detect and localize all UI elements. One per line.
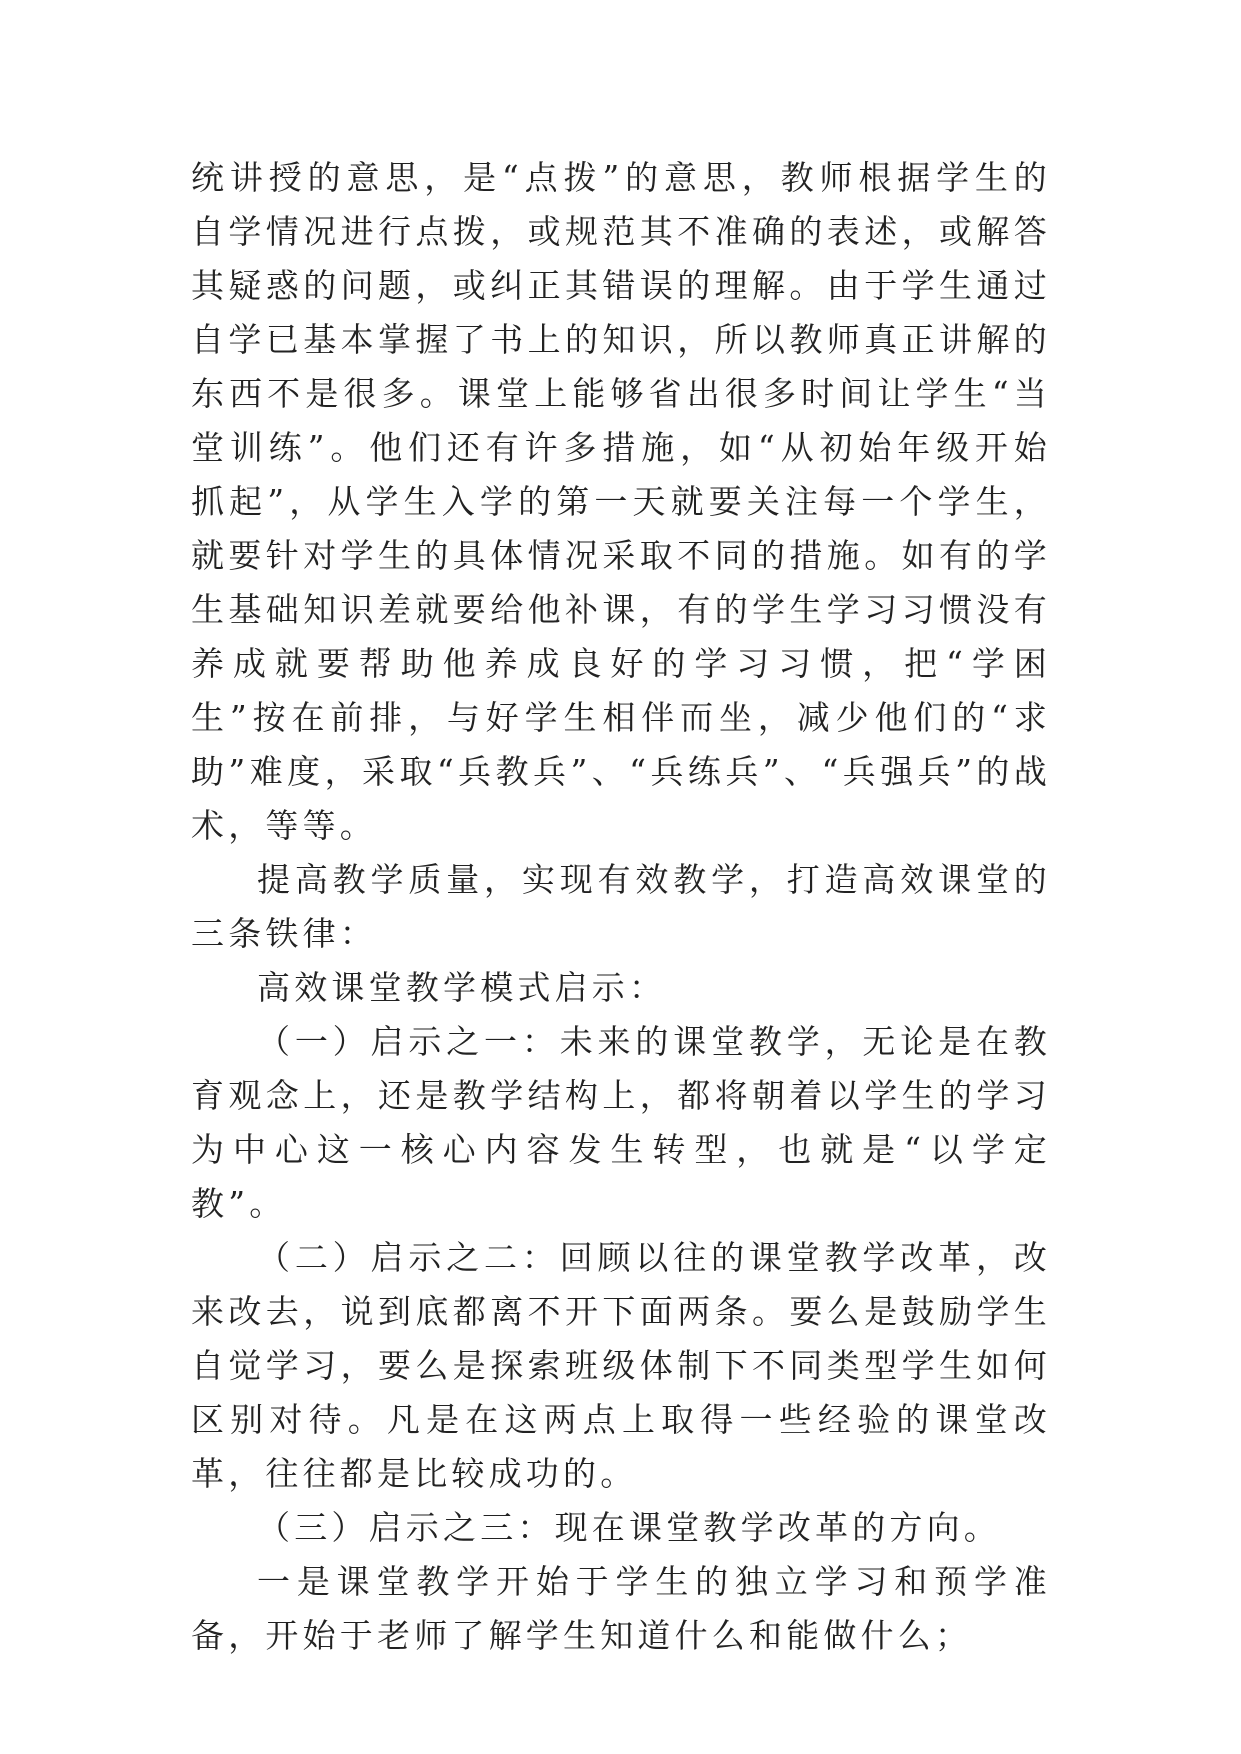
paragraph-three-rules: 提高教学质量，实现有效教学，打造高效课堂的三条铁律： xyxy=(191,860,1051,953)
document-page xyxy=(191,151,1051,1663)
paragraph-insight-three: （三）启示之三：现在课堂教学改革的方向。 xyxy=(257,1508,1001,1547)
paragraph-continuation: 统讲授的意思，是“点拨”的意思，教师根据学生的自学情况进行点拨，或规范其不准确的表述，或解答其疑惑的问题，或纠正其错误的理解。由于学生通过自学已基本掌握了书上的知识，所以教师真正讲解的东西不是很多。课堂上能够省出很多时间让学生“当堂训练”。他们还有许多措施，如“从初始年级开始抓起”，从学生入学的第一天就要关注每一个学生，就要针对学生的具体情况采取不同的措施。如有的学生基础知识差就要给他补课，有的学生学习习惯没有养成就要帮助他养成良好的学习习惯，把“学困生”按在前排，与好学生相伴而坐，减少他们的“求助”难度，采取“兵教兵”、“兵练兵”、“兵强兵”的战术，等等。 xyxy=(191,158,1051,845)
paragraph-insight-one: （一）启示之一：未来的课堂教学，无论是在教育观念上，还是教学结构上，都将朝着以学生的学习为中心这一核心内容发生转型，也就是“以学定教”。 xyxy=(191,1022,1051,1223)
paragraph-point-one: 一是课堂教学开始于学生的独立学习和预学准备，开始于老师了解学生知道什么和能做什么； xyxy=(191,1562,1051,1655)
paragraph-insight-two: （二）启示之二：回顾以往的课堂教学改革，改来改去，说到底都离不开下面两条。要么是鼓励学生自觉学习，要么是探索班级体制下不同类型学生如何区别对待。凡是在这两点上取得一些经验的课堂改革，往往都是比较成功的。 xyxy=(191,1238,1051,1493)
paragraph-model-heading: 高效课堂教学模式启示： xyxy=(257,968,667,1007)
